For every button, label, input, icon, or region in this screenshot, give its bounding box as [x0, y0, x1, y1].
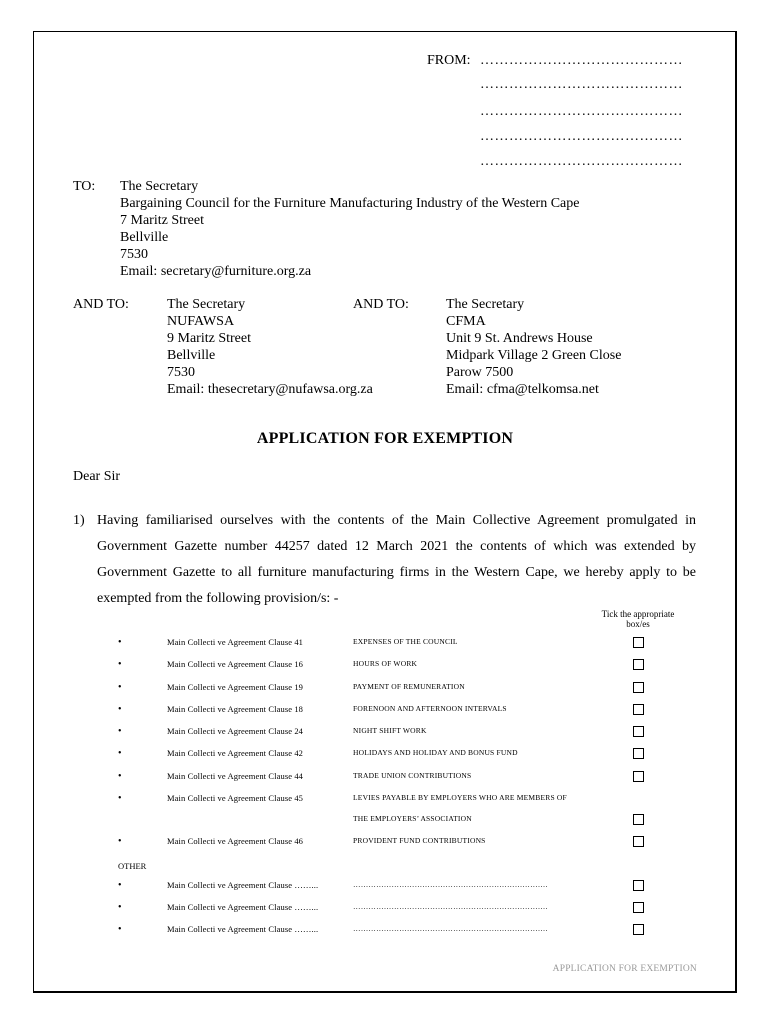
nufawsa-email: Email: thesecretary@nufawsa.org.za — [167, 382, 373, 397]
paragraph-text: Having familiarised ourselves with the contents of the Main Collective Agreement promulgated in Government Gazette number 44257 dated 12 March 2021 the contents of which was extended by Government Gazette to all furniture manufacturing firms in the Western Cape, we hereby apply to be exempted from the following provision/s: - — [97, 513, 696, 606]
clause-checkbox[interactable] — [633, 659, 644, 670]
bullet: • — [118, 682, 122, 693]
clause-checkbox[interactable] — [633, 682, 644, 693]
clause-row — [0, 771, 770, 785]
to-line: Bargaining Council for the Furniture Manufacturing Industry of the Western Cape — [120, 196, 580, 211]
nufawsa-address — [167, 296, 373, 398]
and-to-label-1: AND TO: — [73, 297, 129, 312]
clause-row — [0, 836, 770, 850]
clause-row — [0, 682, 770, 696]
to-email: Email: secretary@furniture.org.za — [120, 264, 312, 279]
other-label: OTHER — [118, 861, 147, 871]
clause-description: LEVIES PAYABLE BY EMPLOYERS WHO ARE MEMBERS OF — [353, 793, 567, 802]
salutation: Dear Sir — [73, 469, 121, 484]
nufawsa-line: 7530 — [167, 365, 195, 380]
clause-description: TRADE UNION CONTRIBUTIONS — [353, 771, 472, 780]
bullet: • — [118, 726, 122, 737]
clause-label: Main Collecti ve Agreement Clause 24 — [167, 726, 304, 736]
page-title: APPLICATION FOR EXEMPTION — [256, 430, 514, 447]
clause-checkbox[interactable] — [633, 726, 644, 737]
other-description-field[interactable]: …………………………………………………………………. — [353, 880, 548, 889]
bullet: • — [118, 793, 122, 804]
from-line-5[interactable]: …………………………………… — [480, 154, 683, 169]
cfma-line: CFMA — [446, 314, 486, 329]
tick-header: Tick the appropriate box/es — [601, 609, 675, 629]
bullet: • — [118, 637, 122, 648]
clause-label: Main Collecti ve Agreement Clause 44 — [167, 771, 304, 781]
to-line: 7530 — [120, 247, 148, 262]
clause-label: Main Collecti ve Agreement Clause 18 — [167, 704, 304, 714]
bullet: • — [118, 659, 122, 670]
bullet: • — [118, 902, 122, 913]
other-description-field[interactable]: …………………………………………………………………. — [353, 924, 548, 933]
paragraph-1 — [73, 508, 696, 612]
clause-label: Main Collecti ve Agreement Clause 41 — [167, 637, 304, 647]
cfma-line: Unit 9 St. Andrews House — [446, 331, 593, 346]
bullet: • — [118, 880, 122, 891]
bullet: • — [118, 771, 122, 782]
clause-checkbox[interactable] — [633, 748, 644, 759]
clause-checkbox[interactable] — [633, 637, 644, 648]
cfma-address — [446, 296, 621, 398]
nufawsa-line: The Secretary — [167, 297, 246, 312]
other-row — [0, 924, 770, 938]
clause-checkbox[interactable] — [633, 836, 644, 847]
other-clause-field[interactable]: Main Collecti ve Agreement Clause ……... — [167, 924, 319, 934]
cfma-line: The Secretary — [446, 297, 525, 312]
clause-checkbox[interactable] — [633, 704, 644, 715]
other-description-field[interactable]: …………………………………………………………………. — [353, 902, 548, 911]
other-row — [0, 880, 770, 894]
clause-description: FORENOON AND AFTERNOON INTERVALS — [353, 704, 507, 713]
bullet: • — [118, 704, 122, 715]
other-row — [0, 902, 770, 916]
from-line-2[interactable]: …………………………………… — [480, 77, 683, 92]
nufawsa-line: Bellville — [167, 348, 216, 363]
to-label: TO: — [73, 179, 96, 194]
to-line: Bellville — [120, 230, 169, 245]
other-checkbox[interactable] — [633, 924, 644, 935]
clause-description: EXPENSES OF THE COUNCIL — [353, 637, 458, 646]
to-line: 7 Maritz Street — [120, 213, 204, 228]
other-checkbox[interactable] — [633, 880, 644, 891]
to-address — [120, 178, 579, 280]
clause-row — [0, 793, 770, 807]
clause-label: Main Collecti ve Agreement Clause 45 — [167, 793, 304, 803]
clause-row — [0, 637, 770, 651]
from-line-3[interactable]: …………………………………… — [480, 104, 683, 119]
footer-label: APPLICATION FOR EXEMPTION — [552, 964, 697, 974]
clause-description: THE EMPLOYERS’ ASSOCIATION — [353, 814, 472, 823]
from-label: FROM: — [427, 53, 471, 68]
paragraph-number: 1) — [73, 513, 85, 528]
clause-description: HOURS OF WORK — [353, 659, 418, 668]
clause-label: Main Collecti ve Agreement Clause 42 — [167, 748, 304, 758]
cfma-line: Midpark Village 2 Green Close — [446, 348, 622, 363]
clause-checkbox[interactable] — [633, 814, 644, 825]
to-line: The Secretary — [120, 179, 199, 194]
bullet: • — [118, 748, 122, 759]
clause-label: Main Collecti ve Agreement Clause 19 — [167, 682, 304, 692]
clause-row-continuation — [0, 814, 770, 828]
clause-checkbox[interactable] — [633, 771, 644, 782]
nufawsa-line: 9 Maritz Street — [167, 331, 251, 346]
from-line-4[interactable]: …………………………………… — [480, 129, 683, 144]
clause-row — [0, 748, 770, 762]
cfma-email: Email: cfma@telkomsa.net — [446, 382, 599, 397]
clause-label: Main Collecti ve Agreement Clause 46 — [167, 836, 304, 846]
other-checkbox[interactable] — [633, 902, 644, 913]
clause-description: PAYMENT OF REMUNERATION — [353, 682, 465, 691]
cfma-line: Parow 7500 — [446, 365, 514, 380]
nufawsa-line: NUFAWSA — [167, 314, 235, 329]
and-to-label-2: AND TO: — [353, 297, 409, 312]
clause-label: Main Collecti ve Agreement Clause 16 — [167, 659, 304, 669]
from-line-1[interactable]: …………………………………… — [480, 53, 683, 68]
bullet: • — [118, 924, 122, 935]
bullet: • — [118, 836, 122, 847]
clause-row — [0, 659, 770, 673]
clause-description: PROVIDENT FUND CONTRIBUTIONS — [353, 836, 486, 845]
clause-row — [0, 704, 770, 718]
clause-description: NIGHT SHIFT WORK — [353, 726, 427, 735]
other-clause-field[interactable]: Main Collecti ve Agreement Clause ……... — [167, 902, 319, 912]
other-clause-field[interactable]: Main Collecti ve Agreement Clause ……... — [167, 880, 319, 890]
clause-description: HOLIDAYS AND HOLIDAY AND BONUS FUND — [353, 748, 518, 757]
clause-row — [0, 726, 770, 740]
